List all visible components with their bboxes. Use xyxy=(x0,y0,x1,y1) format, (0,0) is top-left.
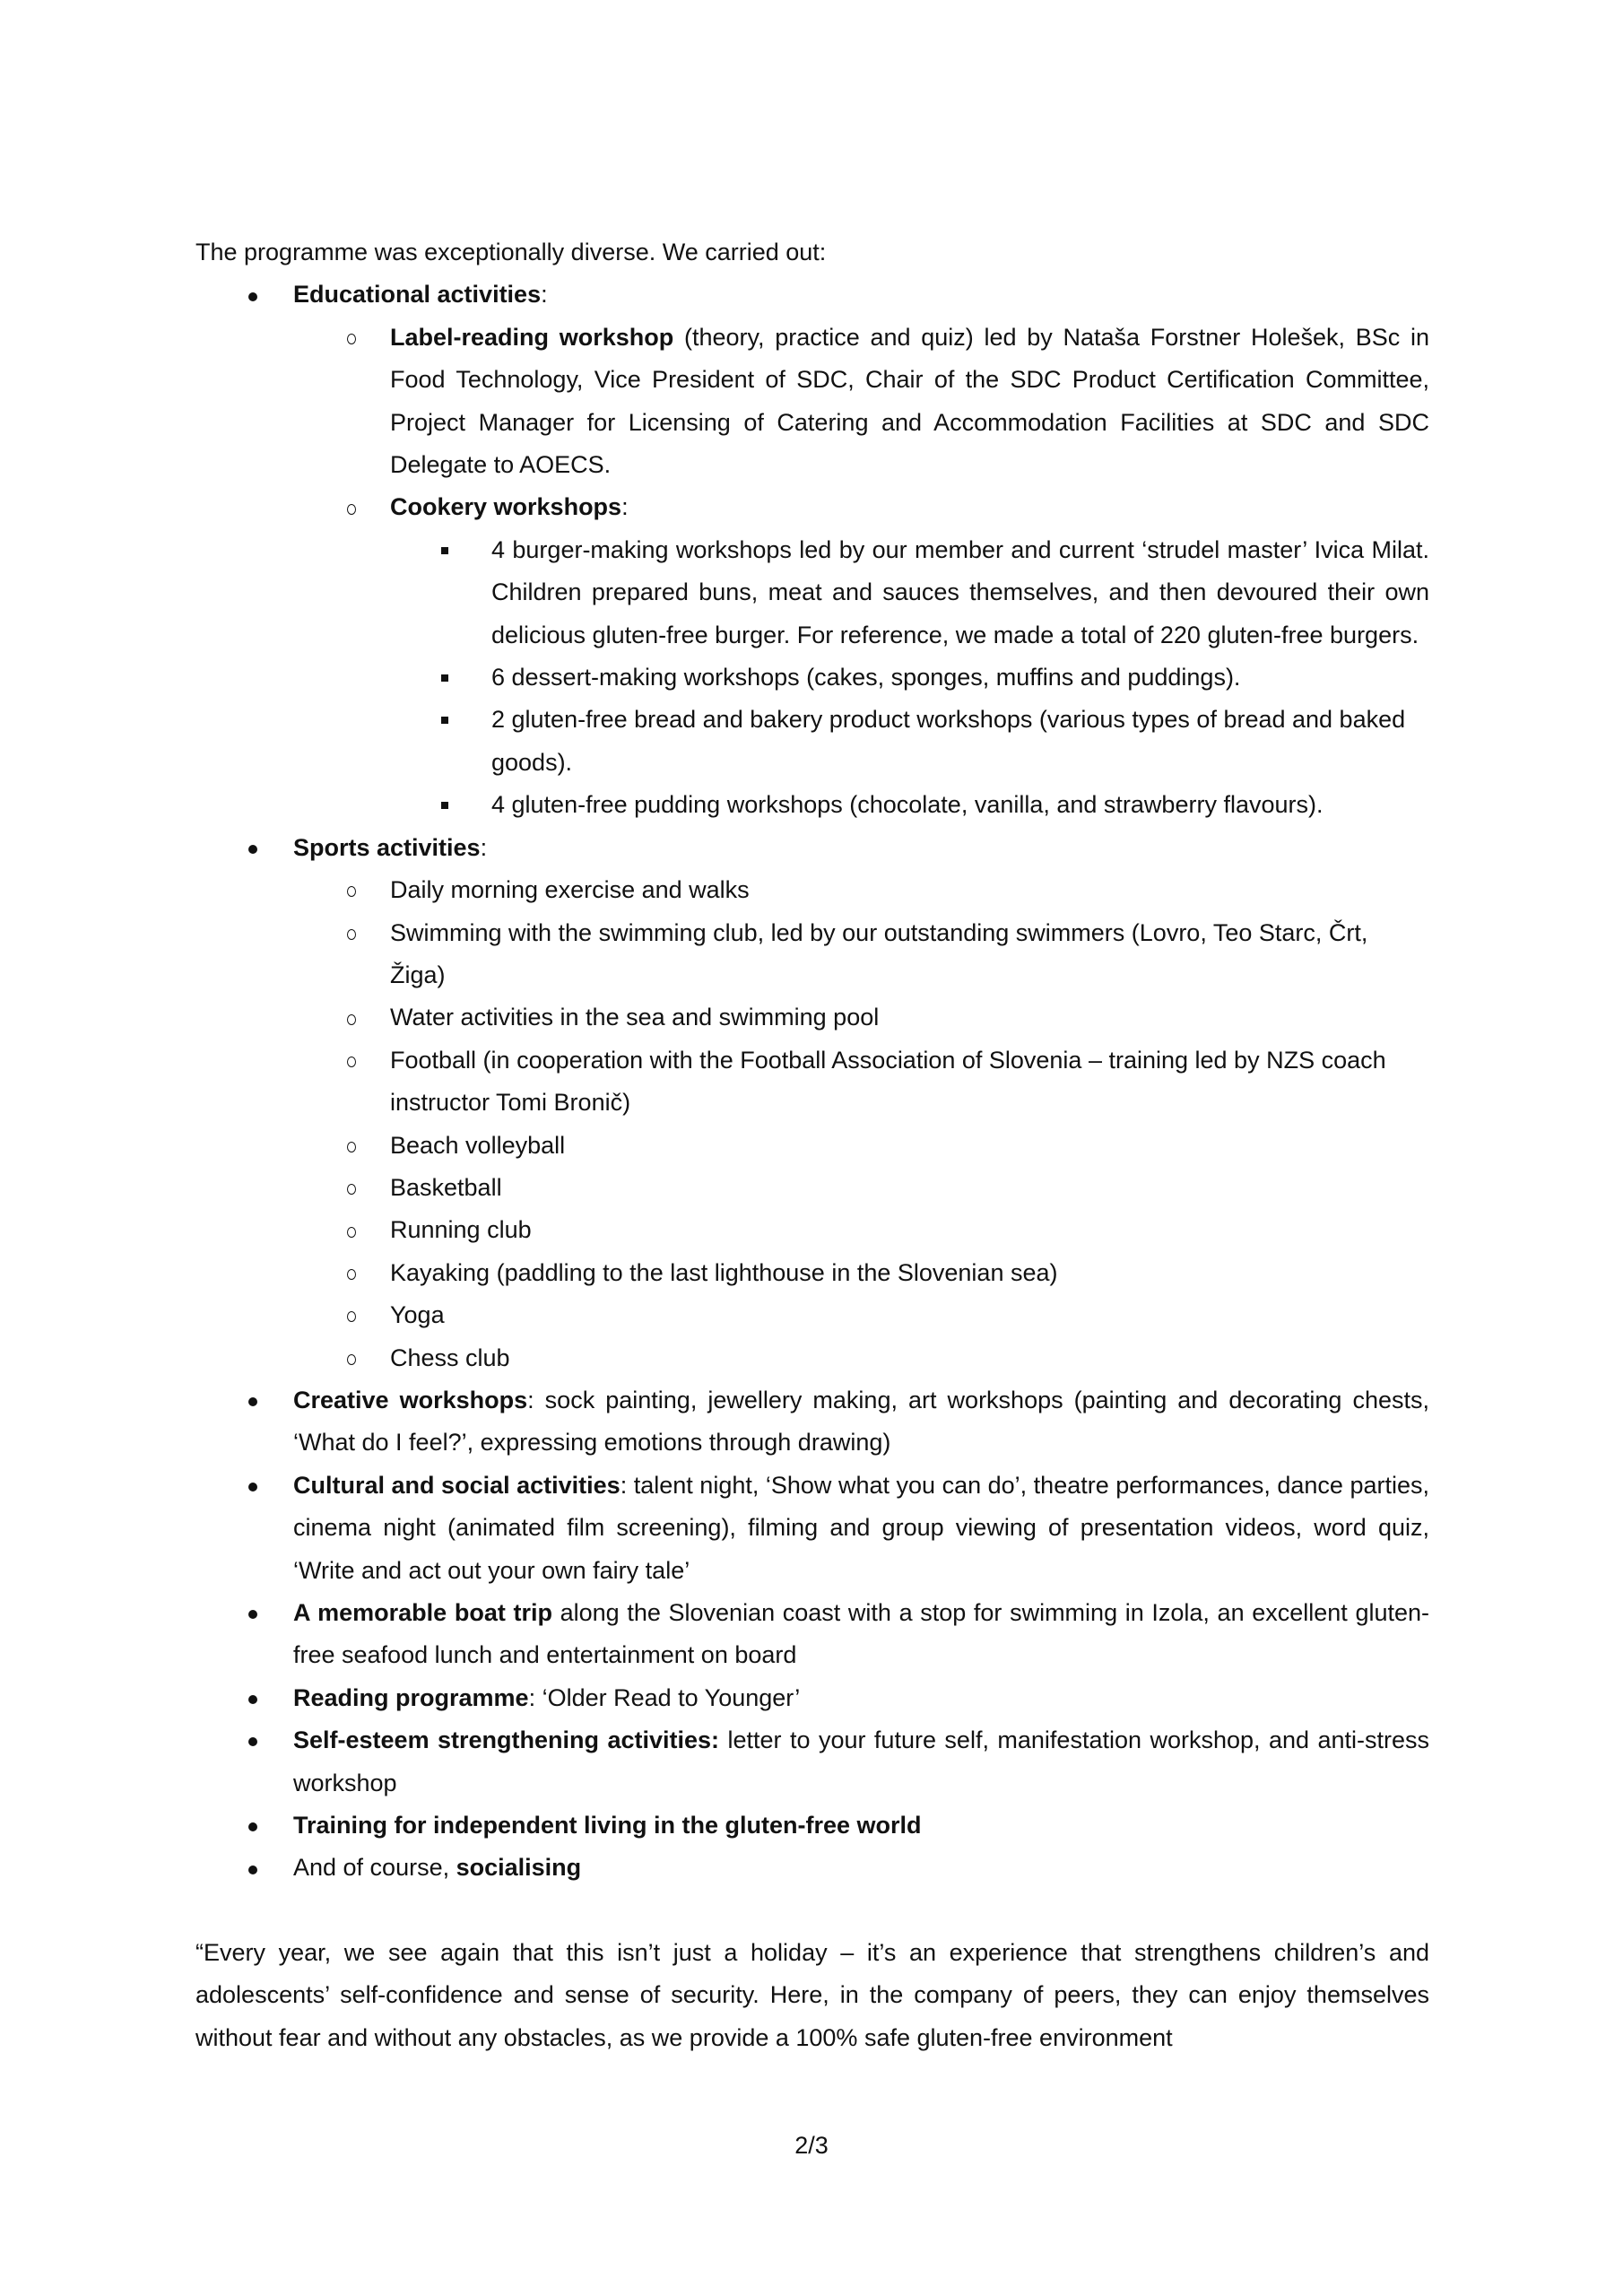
item-title: Label-reading workshop xyxy=(390,323,674,351)
bullet-independent-living-training: Training for independent living in the gluten-free world xyxy=(195,1805,1429,1847)
bullet-circle-icon xyxy=(347,486,356,528)
bullet-square-icon xyxy=(441,699,448,741)
bullet-circle-icon xyxy=(347,1209,356,1251)
bullet-square-icon xyxy=(441,657,448,699)
bullet-dot-icon xyxy=(248,274,257,316)
subbullet-cookery-workshops: Cookery workshops: xyxy=(195,486,1429,528)
bullet-dot-icon xyxy=(248,827,257,869)
bullet-self-esteem-activities: Self-esteem strengthening activities: letter to your future self, manifestation workshop, and anti-stress workshop xyxy=(195,1719,1429,1805)
list-item: Water activities in the sea and swimming pool xyxy=(195,996,1429,1039)
bullet-square-icon xyxy=(441,784,448,826)
bullet-circle-icon xyxy=(347,1167,356,1209)
list-item-burger-workshops: 4 burger-making workshops led by our member and current ‘strudel master’ Ivica Milat. Children prepared buns, meat and sauces themselves, and then devoured their own delicious gluten-free burger. For reference, we made a total of 220 gluten-free burgers. xyxy=(195,529,1429,657)
bullet-circle-icon xyxy=(347,996,356,1039)
page-content xyxy=(195,231,1429,2059)
item-title: Cookery workshops xyxy=(390,493,622,521)
bullet-dot-icon xyxy=(248,1847,257,1889)
list-item: Football (in cooperation with the Football Association of Slovenia – training led by NZS coach instructor Tomi Bronič) xyxy=(195,1039,1429,1125)
list-item: Swimming with the swimming club, led by our outstanding swimmers (Lovro, Teo Starc, Črt, Žiga) xyxy=(195,912,1429,997)
item-text: (theory, practice and quiz) led by Nataša Forstner Holešek, BSc in Food Technology, Vice President of SDC, Chair of the SDC Product Certification Committee, Project Manager for Licensing of Catering and Accommodation Facilities at SDC and SDC Delegate to AOECS. xyxy=(390,323,1429,479)
bullet-dot-icon xyxy=(248,1592,257,1634)
bullet-square-icon xyxy=(441,529,448,571)
page-number: 2/3 xyxy=(794,2132,829,2159)
list-item: Chess club xyxy=(195,1337,1429,1379)
paragraph-spacer xyxy=(195,1890,1429,1932)
bullet-circle-icon xyxy=(347,1252,356,1294)
bullet-creative-workshops: Creative workshops: sock painting, jewellery making, art workshops (painting and decorating chests, ‘What do I feel?’, expressing emotions through drawing) xyxy=(195,1379,1429,1465)
bullet-dot-icon xyxy=(248,1379,257,1422)
list-item-pudding-workshops: 4 gluten-free pudding workshops (chocolate, vanilla, and strawberry flavours). xyxy=(195,784,1429,826)
bullet-socialising: And of course, socialising xyxy=(195,1847,1429,1889)
bullet-reading-programme: Reading programme: ‘Older Read to Younger’ xyxy=(195,1677,1429,1719)
bullet-circle-icon xyxy=(347,869,356,911)
bullet-cultural-social-activities: Cultural and social activities: talent night, ‘Show what you can do’, theatre performances, dance parties, cinema night (animated film screening), filming and group viewing of presentation videos, word quiz, ‘Write and act out your own fairy tale’ xyxy=(195,1465,1429,1592)
list-item: Running club xyxy=(195,1209,1429,1251)
list-item: Beach volleyball xyxy=(195,1125,1429,1167)
bullet-dot-icon xyxy=(248,1465,257,1507)
list-item: Yoga xyxy=(195,1294,1429,1336)
bullet-dot-icon xyxy=(248,1719,257,1761)
bullet-sports-activities: Sports activities: xyxy=(195,827,1429,869)
section-title: Sports activities xyxy=(293,833,481,861)
bullet-dot-icon xyxy=(248,1677,257,1719)
bullet-circle-icon xyxy=(347,912,356,954)
bullet-circle-icon xyxy=(347,1337,356,1379)
bullet-educational-activities: Educational activities: xyxy=(195,274,1429,316)
list-item: Daily morning exercise and walks xyxy=(195,869,1429,911)
bullet-circle-icon xyxy=(347,1125,356,1167)
quote-paragraph: “Every year, we see again that this isn’t just a holiday – it’s an experience that strengthens children’s and adolescents’ self-confidence and sense of security. Here, in the company of peers, they can enjoy themselves without fear and without any obstacles, as we provide a 100% safe gluten-free environment xyxy=(195,1938,1429,2051)
list-item-bread-workshops: 2 gluten-free bread and bakery product workshops (various types of bread and baked goods). xyxy=(195,699,1429,784)
bullet-dot-icon xyxy=(248,1805,257,1847)
intro-paragraph: The programme was exceptionally diverse. We carried out: xyxy=(195,239,827,265)
bullet-circle-icon xyxy=(347,317,356,359)
bullet-circle-icon xyxy=(347,1039,356,1082)
subbullet-label-reading-workshop xyxy=(195,317,1429,487)
bullet-boat-trip: A memorable boat trip along the Slovenian coast with a stop for swimming in Izola, an excellent gluten-free seafood lunch and entertainment on board xyxy=(195,1592,1429,1677)
section-title: Educational activities xyxy=(293,281,542,309)
list-item: Kayaking (paddling to the last lighthouse in the Slovenian sea) xyxy=(195,1252,1429,1294)
bullet-circle-icon xyxy=(347,1294,356,1336)
list-item-dessert-workshops: 6 dessert-making workshops (cakes, sponges, muffins and puddings). xyxy=(195,657,1429,699)
list-item: Basketball xyxy=(195,1167,1429,1209)
